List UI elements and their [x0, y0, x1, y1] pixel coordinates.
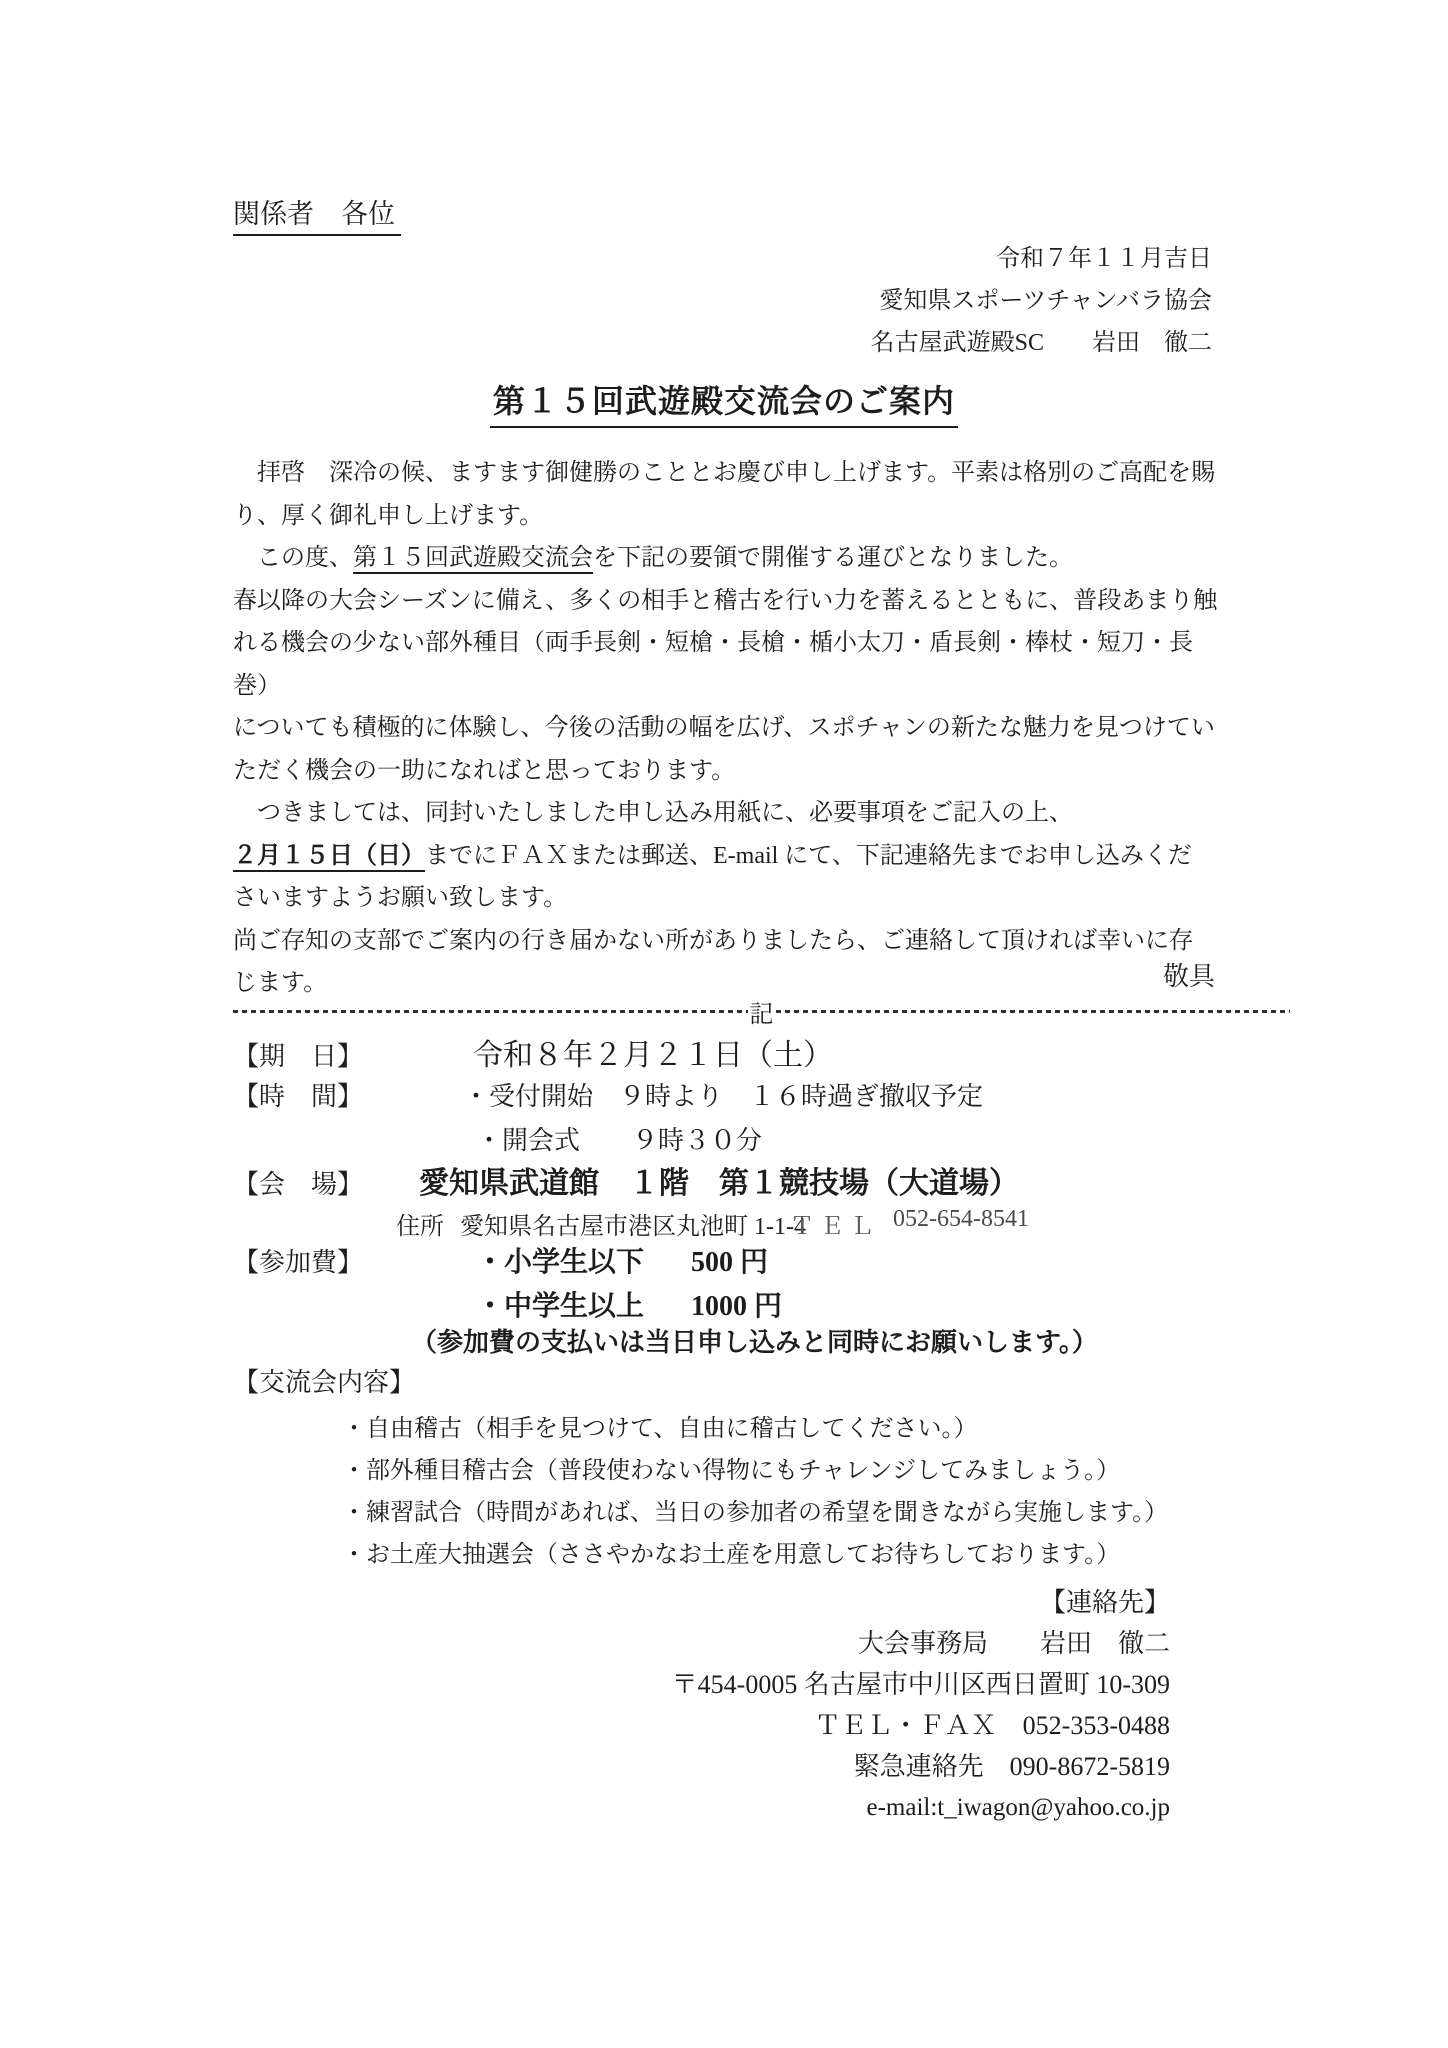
fee-row-junior: [233, 1284, 782, 1324]
body-line-11: 尚ご存知の支部でご案内の行き届かない所がありましたら、ご連絡して頂ければ幸いに存: [233, 927, 1193, 954]
divider-label: 記: [749, 1002, 774, 1028]
fee-price-elementary: 500 円: [691, 1247, 769, 1278]
divider-dash-left: [233, 1010, 748, 1013]
fee-row-elementary: [233, 1240, 768, 1280]
body-line-9: [233, 835, 1225, 878]
fee-row-label: 【参加費】: [233, 1248, 364, 1277]
date-row: [233, 1030, 833, 1074]
program-label-text: 【交流会内容】: [233, 1368, 416, 1397]
program-section-label: [233, 1362, 415, 1399]
closing-keigu: 敬具: [1162, 962, 1215, 991]
body-line-4: 春以降の大会シーズンに備え、多くの相手と稽古を行い力を蓄えるとともに、普段あまり触: [233, 587, 1218, 614]
body-line-3-post: を下記の要領で開催する運びとなりました。: [593, 545, 1073, 571]
address-label: 住所: [396, 1214, 444, 1240]
header-block: [871, 238, 1212, 364]
document-title: [0, 376, 1448, 422]
time-row: [233, 1076, 983, 1113]
venue-address-row: [233, 1206, 1233, 1240]
letter-body: [233, 452, 1225, 1005]
notice-divider: [233, 994, 1290, 1029]
time-row-label: 【時 間】: [233, 1082, 351, 1111]
venue-tel-label: ＴＥＬ: [790, 1214, 880, 1240]
date-row-value: 令和８年２月２１日（土）: [473, 1039, 834, 1072]
recipient-line: [233, 192, 401, 231]
date-line: 令和７年１１月吉日: [996, 246, 1212, 272]
venue-row: [233, 1158, 1019, 1202]
body-line-9-post: までにＦＡＸまたは郵送、E-mail にて、下記連絡先までお申し込みくだ: [425, 842, 1192, 869]
venue-name: 愛知県武道館 １階 第１競技場（大道場）: [419, 1167, 1020, 1200]
time-opening-row: ・開会式 ９時３０分: [476, 1126, 763, 1155]
fee-note: （参加費の支払いは当日申し込みと同時にお願いします。）: [411, 1328, 1098, 1357]
body-line-7: ただく機会の一助になればと思っております。: [233, 757, 736, 784]
body-line-6: についても積極的に体験し、今後の活動の幅を広げ、スポチャンの新たな魅力を見つけてい: [233, 715, 1215, 741]
body-line-8: つきましては、同封いたしました申し込み用紙に、必要事項をご記入の上、: [233, 800, 1073, 826]
organization-line: 愛知県スポーツチャンバラ協会: [879, 288, 1212, 314]
date-row-label: 【期 日】: [233, 1042, 364, 1071]
time-reception-value: ・受付開始 ９時より １６時過ぎ撤収予定: [463, 1082, 984, 1111]
contact-address-line: 〒454-0005 名古屋市中川区西日置町 10-309: [671, 1670, 1170, 1699]
program-item-lottery: ・お土産大抽選会（ささやかなお土産を用意してお待ちしております。）: [342, 1542, 1121, 1568]
venue-row-label: 【会 場】: [233, 1170, 364, 1199]
event-name-underlined: 第１５回武遊殿交流会: [353, 545, 593, 571]
body-line-3-pre: この度、: [233, 545, 353, 571]
body-line-1: 拝啓 深冷の候、ますます御健勝のこととお慶び申し上げます。平素は格別のご高配を賜: [233, 460, 1216, 486]
contact-label: 【連絡先】: [1039, 1588, 1170, 1617]
contact-section: [672, 1582, 1170, 1828]
divider-dash-right: [776, 1010, 1291, 1013]
body-line-2: り、厚く御礼申し上げます。: [233, 502, 544, 529]
body-line-5: れる機会の少ない部外種目（両手長剣・短槍・長槍・楯小太刀・盾長剣・棒杖・短刀・長巻）: [233, 630, 1193, 699]
contact-office-line: 大会事務局 岩田 徹二: [857, 1629, 1170, 1658]
sender-line: 名古屋武遊殿SC 岩田 徹二: [870, 330, 1212, 356]
fee-price-junior: 1000 円: [691, 1291, 783, 1322]
contact-email-line: e-mail:t_iwagon@yahoo.co.jp: [866, 1794, 1170, 1821]
fee-item-junior: ・中学生以上: [476, 1291, 645, 1322]
deadline-underlined: ２月１５日（日）: [233, 842, 425, 869]
recipient-text: 関係者 各位: [233, 199, 401, 236]
program-item-special-weapons: ・部外種目稽古会（普段使わない得物にもチャレンジしてみましょう。）: [342, 1458, 1121, 1484]
fee-item-elementary: ・小学生以下: [476, 1247, 645, 1278]
venue-address: 愛知県名古屋市港区丸池町 1-1-4: [460, 1214, 806, 1240]
contact-telfax-line: ＴＥＬ・ＦＡＸ 052-353-0488: [814, 1711, 1170, 1740]
program-item-practice-match: ・練習試合（時間があれば、当日の参加者の希望を聞きながら実施します。）: [342, 1500, 1169, 1526]
body-line-12: じます。: [233, 970, 328, 996]
body-line-3: [233, 537, 1225, 580]
contact-emergency-line: 緊急連絡先 090-8672-5819: [853, 1752, 1170, 1781]
document-title-text: 第１５回武遊殿交流会のご案内: [490, 383, 958, 428]
program-item-free-practice: ・自由稽古（相手を見つけて、自由に稽古してください。）: [342, 1416, 978, 1442]
venue-tel-number: 052-654-8541: [893, 1206, 1029, 1232]
body-line-10: さいますようお願い致します。: [233, 885, 568, 911]
